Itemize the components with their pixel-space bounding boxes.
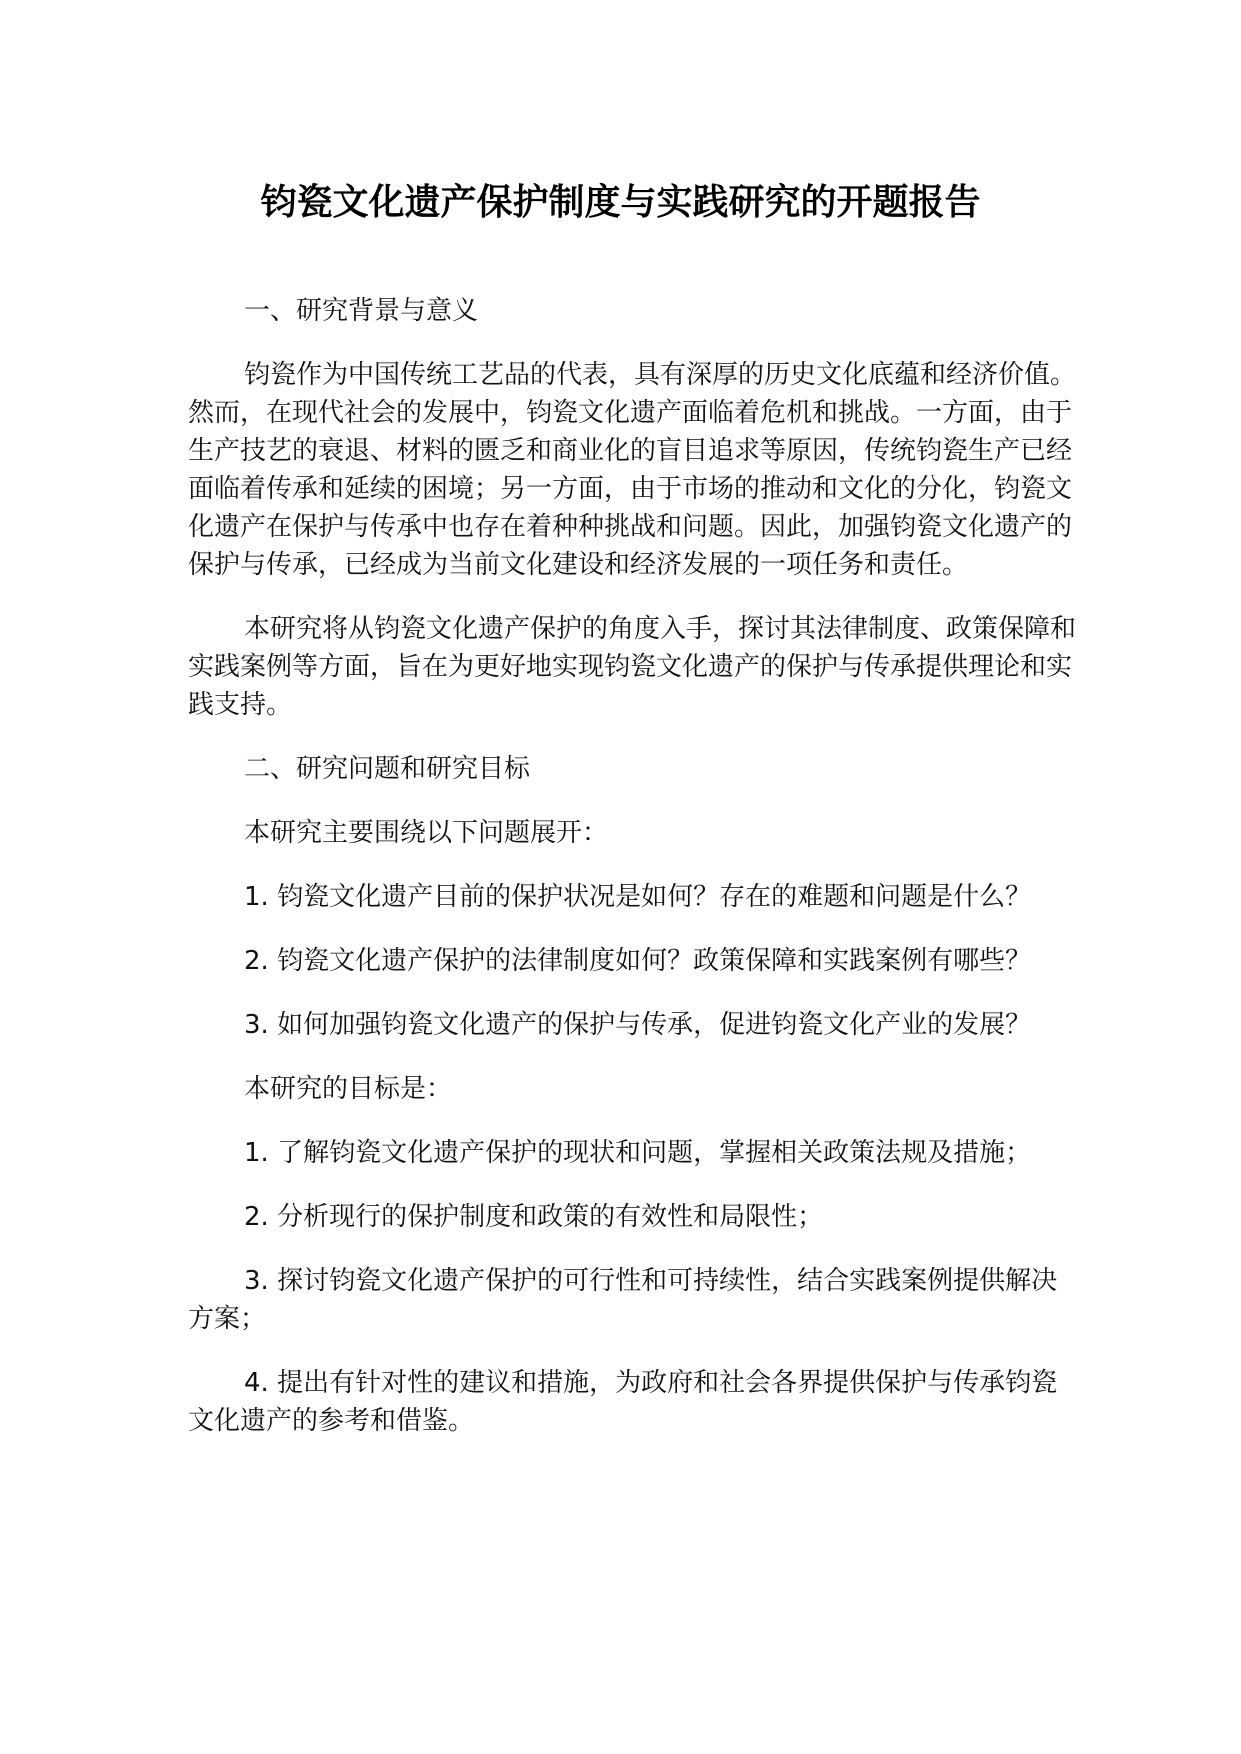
paragraph-research-approach: 本研究将从钧瓷文化遗产保护的角度入手，探讨其法律制度、政策保障和实践案例等方面，旨在为更好地实现钧瓷文化遗产的保护与传承提供理论和实践支持。 (188, 614, 1077, 720)
questions-intro: 本研究主要围绕以下问题展开： (244, 818, 609, 848)
question-item-1: 1. 钧瓷文化遗产目前的保护状况是如何？存在的难题和问题是什么？ (244, 882, 1032, 912)
goal-item-2: 2. 分析现行的保护制度和政策的有效性和局限性； (244, 1202, 824, 1232)
question-item-2: 2. 钧瓷文化遗产保护的法律制度如何？政策保障和实践案例有哪些？ (244, 946, 1032, 976)
section-heading-background: 一、研究背景与意义 (244, 296, 479, 326)
goals-intro: 本研究的目标是： (244, 1074, 453, 1104)
goal-item-3: 3. 探讨钧瓷文化遗产保护的可行性和可持续性，结合实践案例提供解决方案； (188, 1266, 1058, 1334)
section-heading-questions-goals: 二、研究问题和研究目标 (244, 754, 531, 784)
goal-item-4: 4. 提出有针对性的建议和措施，为政府和社会各界提供保护与传承钧瓷文化遗产的参考和借鉴。 (188, 1368, 1058, 1436)
document-title: 钧瓷文化遗产保护制度与实践研究的开题报告 (260, 182, 981, 223)
document-body (188, 292, 1078, 1466)
paragraph-background: 钧瓷作为中国传统工艺品的代表，具有深厚的历史文化底蕴和经济价值。然而，在现代社会的发展中，钧瓷文化遗产面临着危机和挑战。一方面，由于生产技艺的衰退、材料的匮乏和商业化的盲目追求等原因，传统钧瓷生产已经面临着传承和延续的困境；另一方面，由于市场的推动和文化的分化，钧瓷文化遗产在保护与传承中也存在着种种挑战和问题。因此，加强钧瓷文化遗产的保护与传承，已经成为当前文化建设和经济发展的一项任务和责任。 (188, 360, 1077, 580)
question-item-3: 3. 如何加强钧瓷文化遗产的保护与传承，促进钧瓷文化产业的发展？ (244, 1010, 1032, 1040)
goal-item-1: 1. 了解钧瓷文化遗产保护的现状和问题，掌握相关政策法规及措施； (244, 1138, 1032, 1168)
